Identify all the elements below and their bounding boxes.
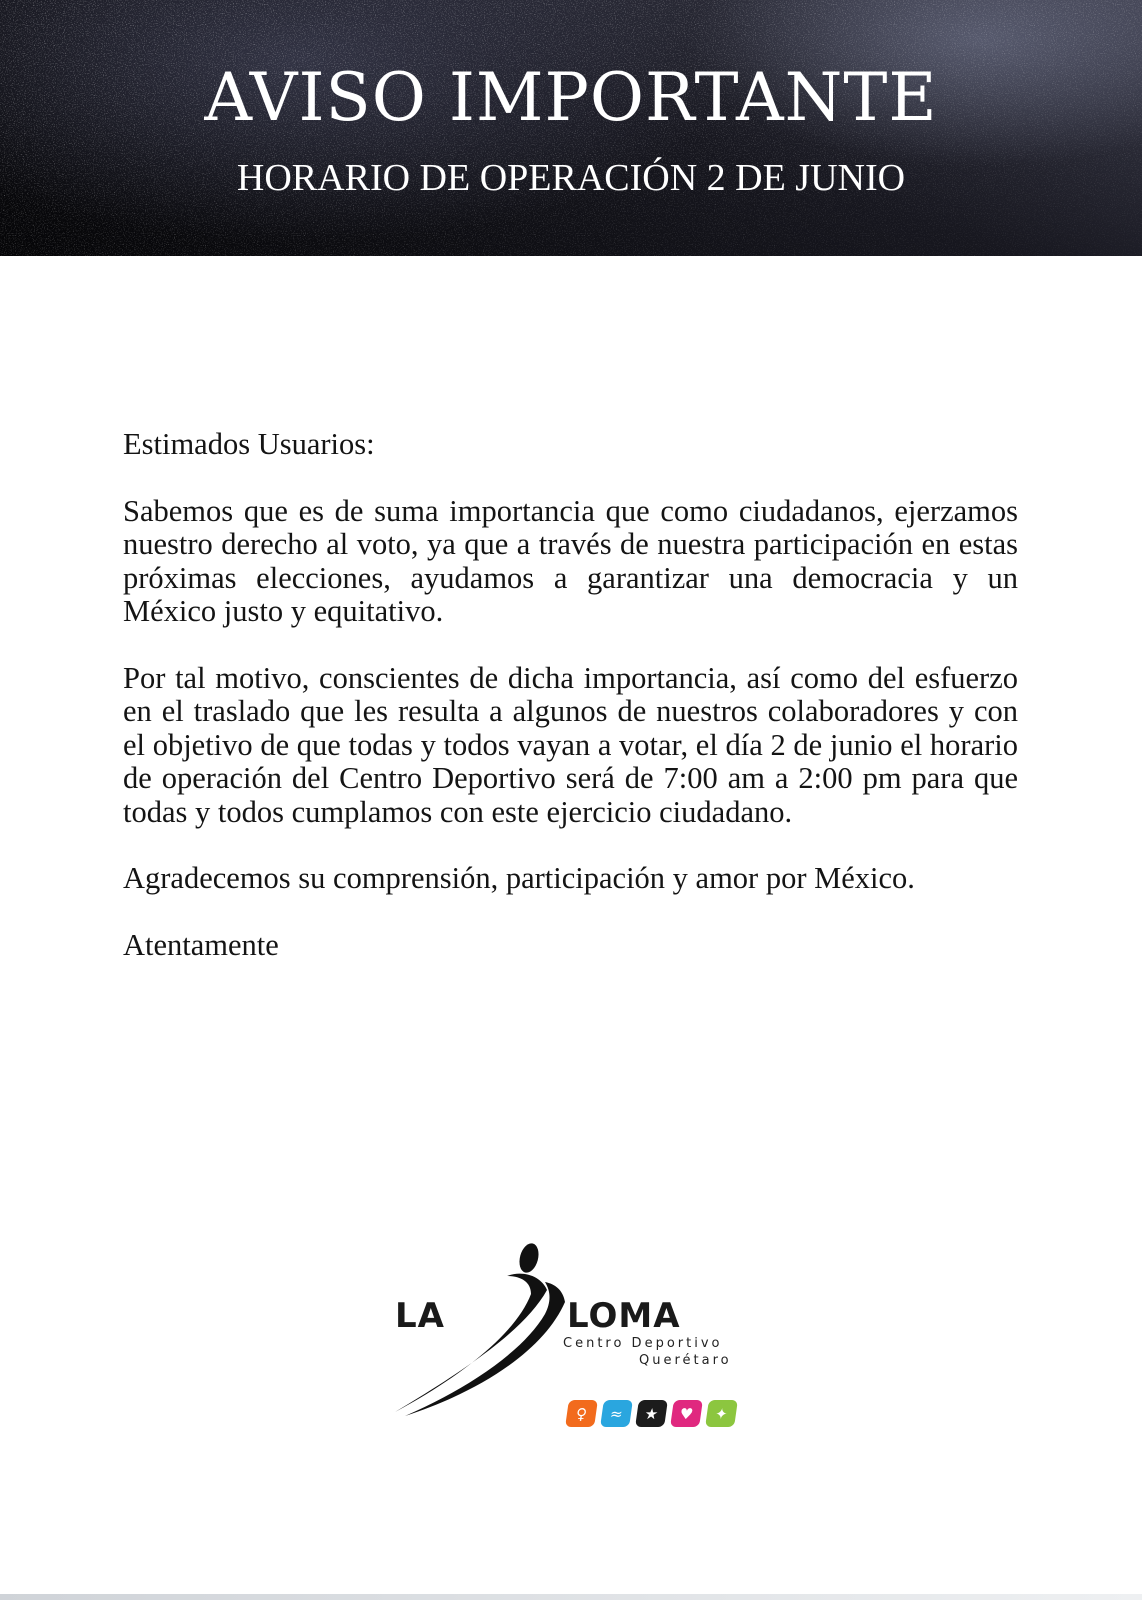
sport-icons [567, 1400, 736, 1427]
running-icon: ★ [635, 1400, 668, 1427]
paragraph-thanks: Agradecemos su comprensión, participación y amor por México. [123, 861, 915, 895]
letter-body [123, 428, 1018, 995]
logo-city: Querétaro [639, 1353, 732, 1368]
paragraph-schedule: Por tal motivo, conscientes de dicha importancia, así como del esfuerzo en el traslado que les resulta a algunos de nuestros colaboradores y con el objetivo de que todas y todos vayan a votar, el día 2 de junio el horario de operación del Centro Deportivo será de 7:00 am a 2:00 pm para que todas y todos cumplamos con este ejercicio ciudadano. [123, 660, 1018, 829]
header-banner [0, 0, 1142, 256]
gymnastics-icon: ♥ [670, 1400, 703, 1427]
logo-word-la: LA [395, 1296, 445, 1336]
notice-title: AVISO IMPORTANTE [204, 59, 938, 136]
bottom-divider [0, 1594, 1142, 1600]
notice-subtitle: HORARIO DE OPERACIÓN 2 DE JUNIO [236, 157, 906, 199]
paragraph-voting: Sabemos que es de suma importancia que como ciudadanos, ejerzamos nuestro derecho al voto, ya que a través de nuestra participación en estas próximas elecciones, ayudamos a garantizar una democracia y un México justo y equitativo. [123, 493, 1018, 628]
karate-icon: ♀ [565, 1400, 598, 1427]
logo-word-loma: LOMA [567, 1296, 681, 1336]
salutation: Estimados Usuarios: [123, 427, 375, 461]
logo-subtitle: Centro Deportivo [563, 1336, 723, 1351]
la-loma-logo [395, 1240, 755, 1430]
swimming-icon: ≈ [600, 1400, 633, 1427]
closing: Atentamente [123, 927, 279, 962]
athletics-icon: ✦ [705, 1400, 738, 1427]
